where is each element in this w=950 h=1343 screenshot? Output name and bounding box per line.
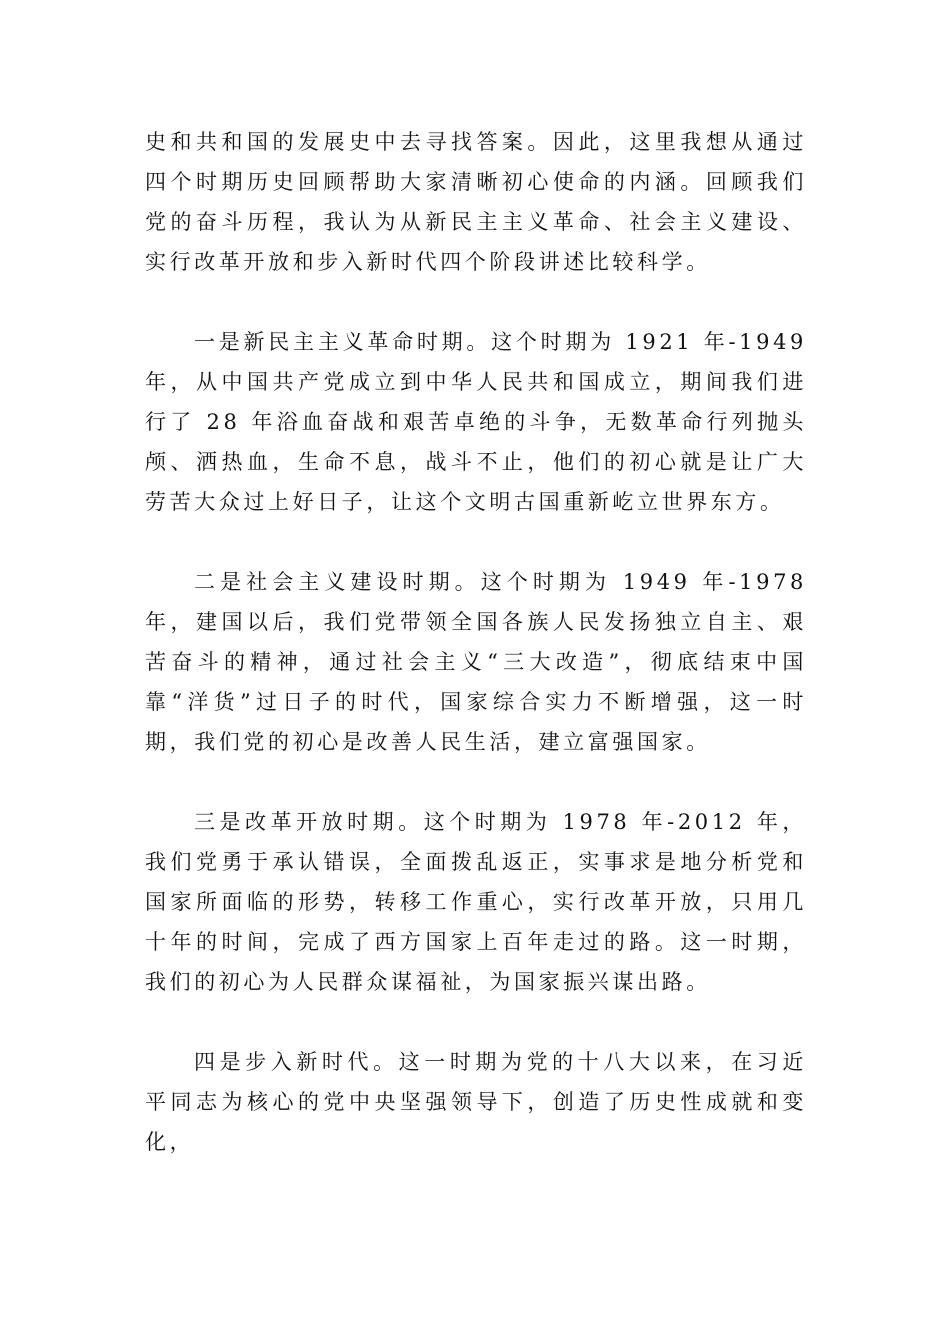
paragraph-new-era: 四是步入新时代。这一时期为党的十八大以来，在习近平同志为核心的党中央坚强领导下，创造了历史性成就和变化， bbox=[145, 1050, 807, 1154]
paragraph-reform-and-opening: 三是改革开放时期。这个时期为 1978 年-2012 年，我们党勇于承认错误，全面拨乱返正，实事求是地分析党和国家所面临的形势，转移工作重心，实行改革开放，只用几十年的时间，完成了西方国家上百年走过的路。这一时期，我们的初心为人民群众谋福祉，为国家振兴谋出路。 bbox=[145, 810, 807, 994]
paragraph-socialist-construction: 二是社会主义建设时期。这个时期为 1949 年-1978 年，建国以后，我们党带领全国各族人民发扬独立自主、艰苦奋斗的精神，通过社会主义“三大改造”，彻底结束中国靠“洋货”过日子的时代，国家综合实力不断增强，这一时期，我们党的初心是改善人民生活，建立富强国家。 bbox=[145, 570, 807, 754]
document-body bbox=[145, 122, 807, 1162]
paragraph-new-democratic-revolution: 一是新民主主义革命时期。这个时期为 1921 年-1949 年，从中国共产党成立到中华人民共和国成立，期间我们进行了 28 年浴血奋战和艰苦卓绝的斗争，无数革命行列抛头颅、洒热血，生命不息，战斗不止，他们的初心就是让广大劳苦大众过上好日子，让这个文明古国重新屹立世界东方。 bbox=[145, 330, 807, 514]
paragraph-intro-continuation: 史和共和国的发展史中去寻找答案。因此，这里我想从通过四个时期历史回顾帮助大家清晰初心使命的内涵。回顾我们党的奋斗历程，我认为从新民主主义革命、社会主义建设、实行改革开放和步入新时代四个阶段讲述比较科学。 bbox=[145, 130, 807, 274]
